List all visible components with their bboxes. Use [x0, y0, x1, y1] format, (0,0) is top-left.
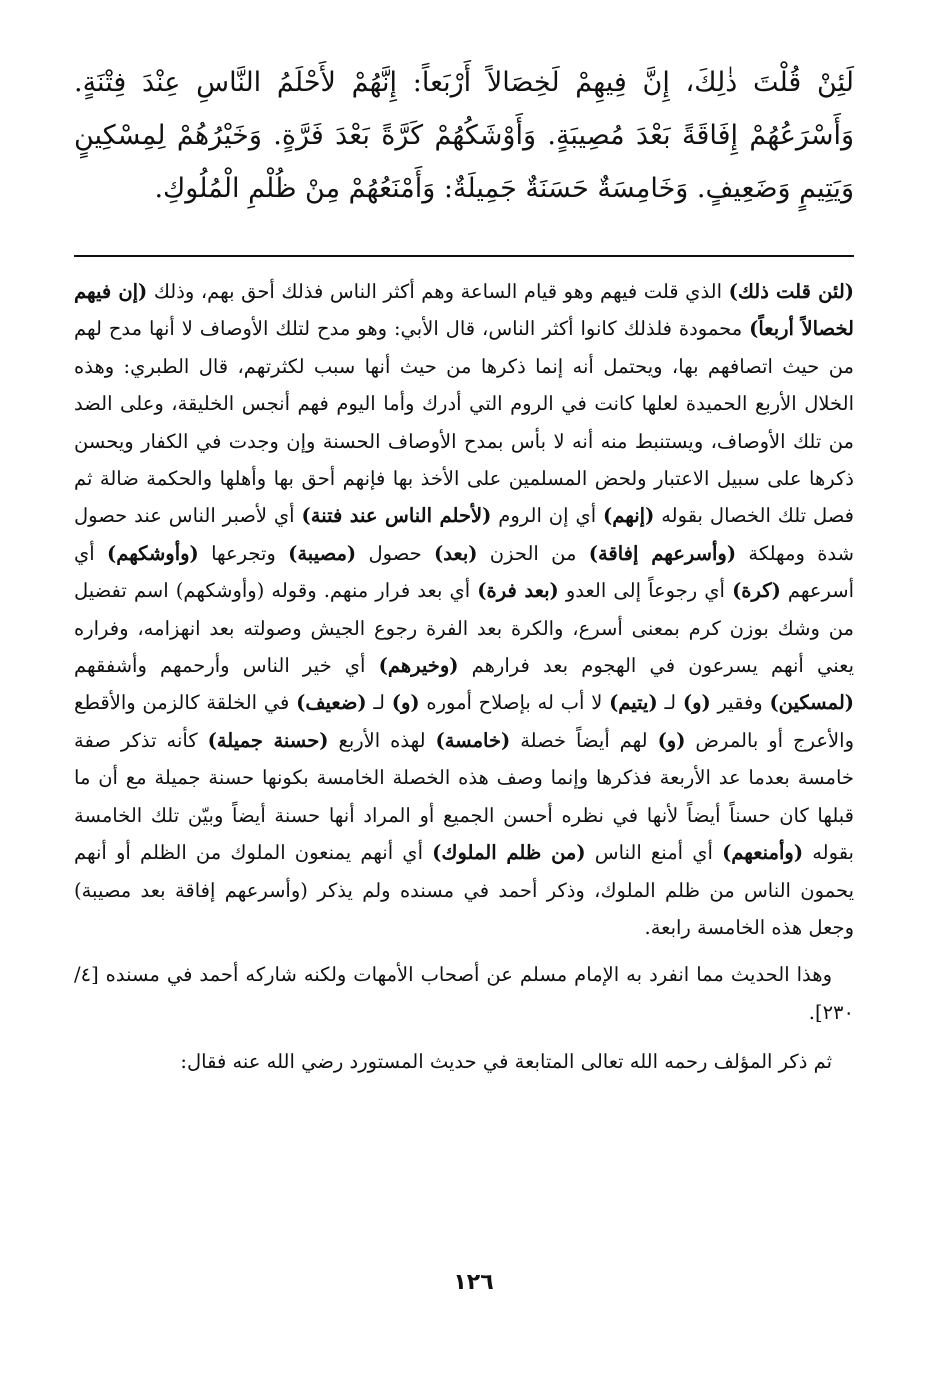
- commentary-text: لهم أيضاً خصلة: [510, 728, 658, 752]
- commentary-text: الذي قلت فيهم وهو قيام الساعة وهم أكثر الناس فذلك أحق بهم، وذلك: [147, 280, 729, 303]
- commentary-text: أي لأصبر الناس عند حصول شدة ومهلكة: [74, 504, 854, 565]
- commentary-text: لا أب له بإصلاح أموره: [419, 691, 610, 715]
- commentary-text: في الخلقة كالزمن والأقطع والأعرج أو بالمرض: [74, 691, 854, 752]
- quoted-phrase: (لئن قلت ذلك): [728, 280, 854, 303]
- commentary-text: أي أمنع الناس: [585, 841, 723, 865]
- commentary-text: من الحزن: [477, 541, 589, 565]
- hadith-text: لَئِنْ قُلْتَ ذٰلِكَ، إِنَّ فِيهِمْ لَخِصَالاً أَرْبَعاً: إِنَّهُمْ لأَحْلَمُ النَّاسِ عِنْدَ فِتْنَةٍ. وَأَسْرَعُهُمْ إِفَاقَةً بَعْدَ مُصِيبَةٍ. وَأَوْشَكُهُمْ كَرَّةً بَعْدَ فَرَّةٍ. وَخَيْرُهُمْ لِمِسْكِينٍ وَيَتِيمٍ وَضَعِيفٍ. وَخَامِسَةٌ حَسَنَةٌ جَمِيلَةٌ: وَأَمْنَعُهُمْ مِنْ ظُلْمِ الْمُلُوكِ.: [74, 67, 854, 204]
- quoted-phrase: (كرة): [732, 579, 781, 603]
- quoted-phrase: (لأحلم الناس عند فتنة): [301, 504, 492, 528]
- commentary-text: أي أسرعهم: [74, 541, 855, 603]
- commentary-text: لـ: [366, 691, 392, 715]
- commentary-text: وتجرعها: [198, 541, 289, 565]
- quoted-phrase: (يتيم): [609, 691, 658, 715]
- commentary-text: أي أنهم يمنعون الملوك من الظلم أو أنهم يحمون الناس من ظلم الملوك، وذكر أحمد في مسنده ولم يذكر (وأسرعهم إفاقة بعد مصيبة) وجعل هذه الخامسة رابعة.: [74, 841, 854, 939]
- commentary-text: حصول: [356, 541, 434, 565]
- commentary-text: أي رجوعاً إلى العدو: [558, 579, 733, 603]
- quoted-phrase: (وأوشكهم): [106, 541, 199, 565]
- source-note: وهذا الحديث مما انفرد به الإمام مسلم عن أصحاب الأمهات ولكنه شاركه أحمد في مسنده [٤/ ٢٣٠].: [74, 963, 854, 1024]
- commentary-text: أي بعد فرار منهم. وقوله (وأوشكهم) اسم تفضيل من وشك بوزن كرم بمعنى أسرع، والكرة بعد الفرة رجوع الجيش وصولته بعد انهزامه، وفراره يعني أنهم يسرعون في الهجوم بعد فرارهم: [74, 579, 854, 678]
- quoted-phrase: (و): [682, 691, 711, 715]
- quoted-phrase: (و): [391, 691, 420, 715]
- quoted-phrase: (بعد فرة): [477, 579, 559, 603]
- commentary-text: كأنه تذكر صفة خامسة بعدما عد الأربعة فذكرها وإنما وصف هذه الخصلة الخامسة بكونها حسنة جميلة مع أن ما قبلها كان حسناً أيضاً لأنها في نظره أحسن الجميع أو المراد أنها حسنة أيضاً وبيّن تلك الخامسة بقوله: [74, 728, 854, 865]
- commentary-paragraph: [74, 273, 854, 946]
- page-body: [74, 56, 854, 1081]
- commentary-text: لـ: [657, 691, 683, 715]
- quoted-phrase: (وخيرهم): [378, 654, 459, 678]
- next-section-heading: ثم ذكر المؤلف رحمه الله تعالى المتابعة في حديث المستورد رضي الله عنه فقال:: [180, 1050, 832, 1074]
- commentary-text: أي خير الناس وأرحمهم وأشفقهم: [74, 654, 379, 678]
- commentary-text: لهذه الأربع: [328, 728, 436, 752]
- quoted-phrase: (حسنة جميلة): [207, 728, 329, 752]
- quoted-phrase: (إنهم): [603, 504, 655, 528]
- quoted-phrase: (بعد): [433, 541, 478, 565]
- page-number: ١٢٦: [453, 1270, 494, 1295]
- quoted-phrase: (لمسكين): [769, 691, 854, 715]
- quoted-phrase: (و): [657, 728, 686, 752]
- commentary-text: وفقير: [710, 691, 770, 715]
- quoted-phrase: (وأسرعهم إفاقة): [588, 541, 737, 565]
- quoted-phrase: (وأمنعهم): [722, 841, 804, 865]
- commentary-text: أي إن الروم: [491, 504, 604, 528]
- quoted-phrase: (من ظلم الملوك): [432, 841, 586, 865]
- commentary-text: محمودة فلذلك كانوا أكثر الناس، قال الأبي: وهو مدح لتلك الأوصاف لا أنها مدح لهم من حيث اتصافهم بها، ويحتمل أنه إنما ذكرها من حيث أنها سبب لكثرتهم، قال الطبري: وهذه الخلال الأربع الحميدة لعلها كانت في الروم التي أدرك وأما اليوم فهم أنجس الخليقة، وعلى الضد من تلك الأوصاف، ويستنبط منه أنه لا بأس بمدح الأوصاف الحسنة وإن وجدت في الكفار ويحسن ذكرها على سبيل الاعتبار ولحض المسلمين على الأخذ بها فإنهم أحق بها وأهلها والحكمة ضالة ثم فصل تلك الخصال بقوله: [74, 317, 854, 528]
- footnote-divider: [74, 255, 854, 257]
- quoted-phrase: (مصيبة): [288, 541, 357, 565]
- quoted-phrase: (ضعيف): [296, 691, 367, 715]
- quoted-phrase: (إن فيهم لخصالاً أربعاً): [74, 280, 854, 341]
- quoted-phrase: (خامسة): [435, 728, 511, 752]
